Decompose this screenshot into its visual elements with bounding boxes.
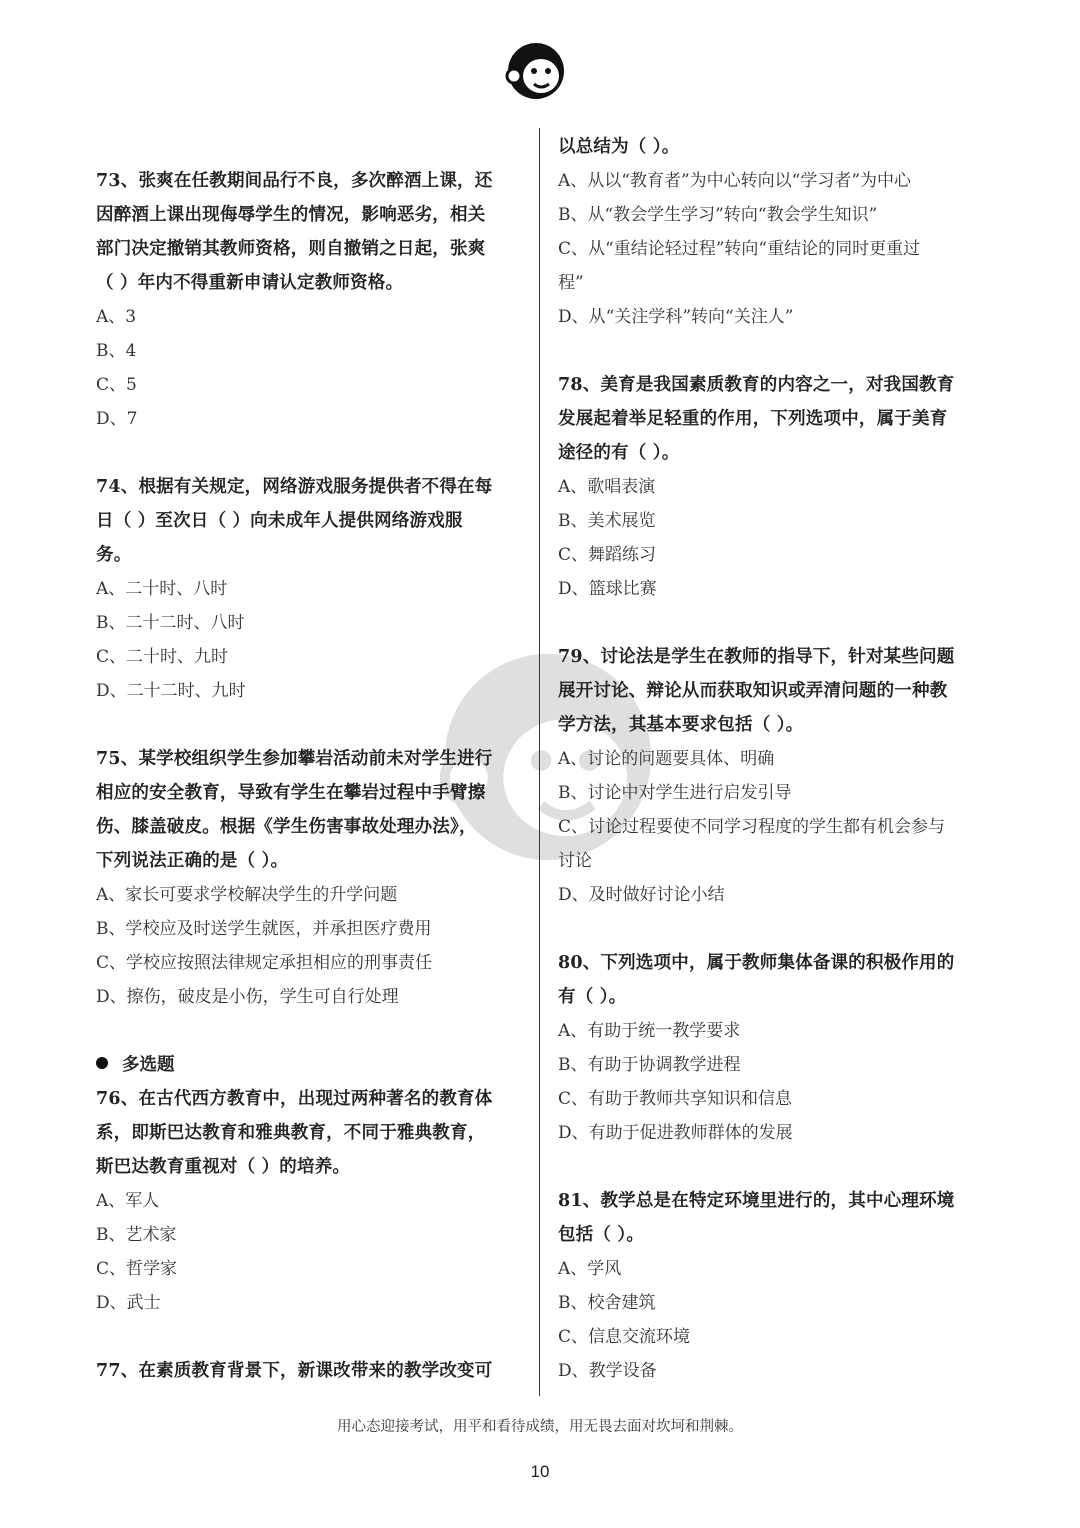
option: B、美术展览 bbox=[558, 511, 656, 531]
question-text: 日（ ）至次日（ ）向未成年人提供网络游戏服 bbox=[96, 511, 463, 531]
option: B、讨论中对学生进行启发引导 bbox=[558, 783, 792, 803]
right-column bbox=[558, 130, 986, 1388]
option: C、学校应按照法律规定承担相应的刑事责任 bbox=[96, 953, 433, 973]
column-divider bbox=[539, 128, 540, 1396]
option: D、篮球比赛 bbox=[558, 579, 657, 599]
option: C、二十时、九时 bbox=[96, 647, 229, 667]
question-text: 下列说法正确的是（ ）。 bbox=[96, 851, 289, 871]
option: D、教学设备 bbox=[558, 1361, 657, 1381]
question-text: 80、下列选项中，属于教师集体备课的积极作用的 bbox=[558, 953, 955, 973]
option: B、学校应及时送学生就医，并承担医疗费用 bbox=[96, 919, 432, 939]
option: B、二十二时、八时 bbox=[96, 613, 245, 633]
question-text: 学方法，其基本要求包括（ ）。 bbox=[558, 715, 804, 735]
question-74 bbox=[96, 470, 524, 708]
question-76 bbox=[96, 1082, 524, 1320]
option: A、歌唱表演 bbox=[558, 477, 656, 497]
option: 程” bbox=[558, 273, 584, 293]
option: B、从“教会学生学习”转向“教会学生知识” bbox=[558, 205, 878, 225]
question-text: 务。 bbox=[96, 545, 132, 565]
option: D、武士 bbox=[96, 1293, 161, 1313]
option: D、擦伤，破皮是小伤，学生可自行处理 bbox=[96, 987, 399, 1007]
option: C、讨论过程要使不同学习程度的学生都有机会参与 bbox=[558, 817, 946, 837]
question-text: 展开讨论、辩论从而获取知识或弄清问题的一种教 bbox=[558, 681, 948, 701]
footer-motto: 用心态迎接考试，用平和看待成绩，用无畏去面对坎坷和荆棘。 bbox=[337, 1419, 743, 1435]
question-text: 有（ ）。 bbox=[558, 987, 627, 1007]
option: A、家长可要求学校解决学生的升学问题 bbox=[96, 885, 398, 905]
option: A、3 bbox=[96, 307, 137, 327]
section-heading bbox=[96, 1048, 524, 1082]
question-text: 73、张爽在任教期间品行不良，多次醉酒上课，还 bbox=[96, 171, 493, 191]
option: A、讨论的问题要具体、明确 bbox=[558, 749, 775, 769]
left-column bbox=[96, 130, 524, 1388]
question-text: 系，即斯巴达教育和雅典教育，不同于雅典教育， bbox=[96, 1123, 486, 1143]
question-text: 因醉酒上课出现侮辱学生的情况，影响恶劣，相关 bbox=[96, 205, 486, 225]
option: A、学风 bbox=[558, 1259, 622, 1279]
question-text: 相应的安全教育，导致有学生在攀岩过程中手臂擦 bbox=[96, 783, 486, 803]
option: B、4 bbox=[96, 341, 137, 361]
question-text: 途径的有（ ）。 bbox=[558, 443, 680, 463]
option: D、二十二时、九时 bbox=[96, 681, 246, 701]
question-text: 部门决定撤销其教师资格，则自撤销之日起，张爽 bbox=[96, 239, 486, 259]
question-text: 发展起着举足轻重的作用，下列选项中，属于美育 bbox=[558, 409, 948, 429]
question-text: 斯巴达教育重视对（ ）的培养。 bbox=[96, 1157, 351, 1177]
question-text: 81、教学总是在特定环境里进行的，其中心理环境 bbox=[558, 1191, 955, 1211]
bullet-icon bbox=[96, 1057, 108, 1069]
question-78 bbox=[558, 368, 986, 606]
question-text: 75、某学校组织学生参加攀岩活动前未对学生进行 bbox=[96, 749, 493, 769]
option: A、二十时、八时 bbox=[96, 579, 228, 599]
option: A、有助于统一教学要求 bbox=[558, 1021, 741, 1041]
question-text: 79、讨论法是学生在教师的指导下，针对某些问题 bbox=[558, 647, 955, 667]
option: D、及时做好讨论小结 bbox=[558, 885, 725, 905]
option: C、哲学家 bbox=[96, 1259, 178, 1279]
option: D、有助于促进教师群体的发展 bbox=[558, 1123, 793, 1143]
question-73 bbox=[96, 164, 524, 436]
question-text: （ ）年内不得重新申请认定教师资格。 bbox=[96, 273, 404, 293]
question-text: 以总结为（ ）。 bbox=[558, 137, 680, 157]
page-number: 10 bbox=[530, 1462, 550, 1481]
option: C、舞蹈练习 bbox=[558, 545, 657, 565]
option: A、从以“教育者”为中心转向以“学习者”为中心 bbox=[558, 171, 912, 191]
monkey-logo-icon bbox=[504, 38, 568, 102]
question-77-continued bbox=[558, 130, 986, 334]
question-text: 伤、膝盖破皮。根据《学生伤害事故处理办法》， bbox=[96, 817, 477, 837]
question-80 bbox=[558, 946, 986, 1150]
option: C、有助于教师共享知识和信息 bbox=[558, 1089, 793, 1109]
question-text: 包括（ ）。 bbox=[558, 1225, 645, 1245]
question-79 bbox=[558, 640, 986, 912]
question-text: 74、根据有关规定，网络游戏服务提供者不得在每 bbox=[96, 477, 493, 497]
question-81 bbox=[558, 1184, 986, 1388]
option: B、艺术家 bbox=[96, 1225, 177, 1245]
question-text: 76、在古代西方教育中，出现过两种著名的教育体 bbox=[96, 1089, 493, 1109]
option: D、7 bbox=[96, 409, 138, 429]
section-title: 多选题 bbox=[122, 1055, 175, 1075]
option: C、从“重结论轻过程”转向“重结论的同时更重过 bbox=[558, 239, 921, 259]
option: B、校舍建筑 bbox=[558, 1293, 656, 1313]
question-text: 78、美育是我国素质教育的内容之一，对我国教育 bbox=[558, 375, 955, 395]
option: A、军人 bbox=[96, 1191, 160, 1211]
option: C、5 bbox=[96, 375, 137, 395]
option: 讨论 bbox=[558, 851, 592, 871]
option: D、从“关注学科”转向“关注人” bbox=[558, 307, 794, 327]
question-75 bbox=[96, 742, 524, 1014]
option: C、信息交流环境 bbox=[558, 1327, 691, 1347]
question-77-start: 77、在素质教育背景下，新课改带来的教学改变可 bbox=[96, 1361, 493, 1381]
option: B、有助于协调教学进程 bbox=[558, 1055, 741, 1075]
